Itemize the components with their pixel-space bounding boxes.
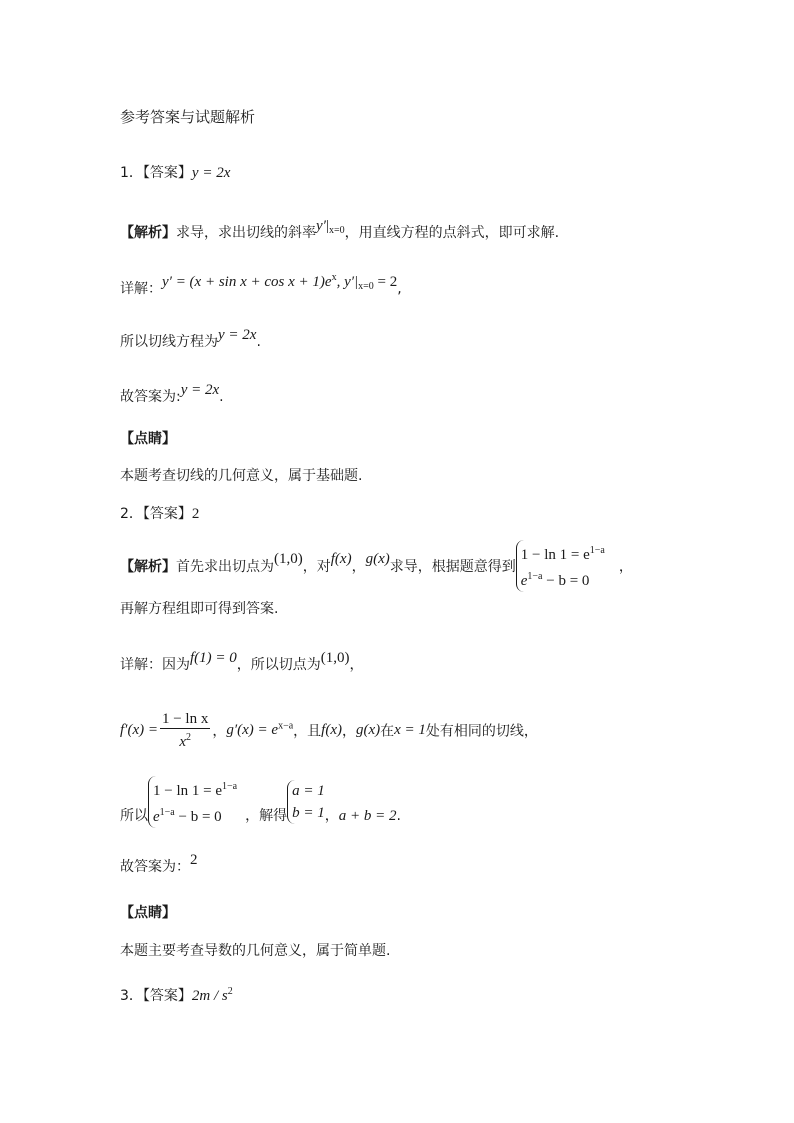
q2-detail-point: (1,0) [320,650,350,666]
q1-analysis-text-a: 求导，求出切线的斜率 [176,225,316,241]
q1-detail-end: , [397,281,402,297]
q2-analysis-tag: 【解析】 [120,559,176,575]
q1-analysis-line: 【解析】求导，求出切线的斜率$y'|_{x=0}$，用直线方程的点斜式，即可求解. [120,218,560,241]
q2-comma: ， [351,559,366,575]
q2-gprime: g′(x) = e [226,722,279,738]
q3-answer: 2m / s [191,988,228,1004]
q2-analysis-text-b: ，对 [302,559,331,575]
q2-sys2-row1: 1 − ln 1 = e [153,783,222,799]
q3-answer-sup: 2 [227,986,233,997]
q1-line3-expr: y = 2x [218,327,257,343]
q2-final-val: 2 [190,852,198,868]
q2-solution-system [287,780,325,824]
q2-answer: 2 [191,506,200,522]
q1-detail-expr: y′ = (x + sin x + cos x + 1)e [162,274,332,290]
q2-final-line [120,852,198,876]
q2-sys2-row1-sup: 1−a [222,781,238,792]
q1-detail-sup: x [331,272,337,283]
q1-answer: y = 2x [191,165,231,181]
q2-sep3: ， [341,723,356,740]
q1-analysis-tag: 【解析】 [120,225,176,241]
q1-line3-end: . [256,334,261,350]
q2-frac-num: 1 − ln x [161,711,209,727]
q2-derivative-line [120,710,538,751]
q2-frac-den: x [179,734,186,750]
q1-tangent-line [120,327,261,351]
q2-analysis-text-c: 求导，根据题意得到 [389,559,516,575]
q2-fprime: f′(x) = [120,722,158,738]
q1-line4-end: . [219,389,224,405]
q2-fraction [160,710,210,751]
q2-sol-row1: a = 1 [292,783,325,799]
q1-detail-sub: x=0 [358,281,374,292]
q2-remark-text: 本题主要考查导数的几何意义，属于简单题. [120,943,391,959]
q2-analysis-line2: 再解方程组即可得到答案. [120,601,279,617]
q1-detail-expr2: , y′| [336,274,359,290]
q2-sys1-row2-sup: 1−a [527,571,543,582]
q2-same-tangent: 处有相同的切线， [425,723,538,740]
q2-gx: g(x) [365,550,390,567]
q2-gprime-sup: x−a [278,720,294,732]
q2-detail-mid: ，所以切点为 [236,657,321,673]
q3-answer-line [120,985,233,1005]
q2-sum: a + b = 2 [338,808,397,824]
q2-fx: f(x) [330,550,352,567]
q2-sys1-row1-sup: 1−a [589,545,605,556]
q1-slope-expr: y′ [316,218,326,234]
q1-remark-tag: 【点睛】 [120,431,176,447]
q2-solve-label: ，解得 [245,808,288,824]
q2-system-line [120,776,401,828]
q2-analysis-line [120,540,633,592]
page-title: 参考答案与试题解析 [120,108,256,126]
q2-analysis-text-a: 首先求出切点为 [176,559,274,575]
q2-detail-end: ， [349,657,364,673]
q2-sys1-row2-rest: − b = 0 [542,573,590,589]
q2-sys1-row2: e [520,573,528,589]
q1-detail-line [120,272,402,299]
q2-point: (1,0) [274,550,303,567]
q2-analysis-end: ， [618,559,633,575]
q2-f1: f(1) = 0 [190,650,237,666]
q2-sys2-row2-rest: − b = 0 [174,809,222,825]
q2-sys2-row2: e [153,809,160,825]
q1-detail-label: 详解： [120,281,162,297]
q1-answer-line [120,162,230,182]
q2-detail-label: 详解：因为 [120,657,190,673]
q2-gx2: g(x) [355,722,381,738]
q2-system-1 [516,540,605,592]
q2-system-2 [148,776,237,828]
q2-fx2: f(x) [321,722,342,738]
q2-at-text: 在 [380,723,395,740]
q2-sum-end: . [396,808,401,824]
q1-line4-expr: y = 2x [180,382,220,398]
q2-sys1-row1: 1 − ln 1 = e [520,547,590,563]
q2-sys2-row2-sup: 1−a [159,807,175,818]
q1-final-line [120,382,224,406]
q1-remark-text: 本题考查切线的几何意义，属于基础题. [120,468,363,484]
q2-sep1: ， [212,723,227,740]
q2-detail-line [120,650,364,674]
q1-line3-text: 所以切线方程为 [120,334,218,350]
q2-frac-den-sup: 2 [186,732,191,743]
q1-detail-expr3: = 2 [373,274,398,290]
q2-sol-row2: b = 1 [292,805,325,821]
q2-x1: x = 1 [394,722,426,738]
q3-number-label: 3．【答案】 [120,988,192,1004]
q2-answer-line [120,503,199,523]
q2-remark-tag: 【点睛】 [120,905,176,921]
q1-line4-text: 故答案为: [120,389,181,405]
q1-number-label: 1．【答案】 [120,165,192,181]
q2-number-label: 2．【答案】 [120,506,192,522]
q2-sep2: ，且 [293,723,322,740]
q2-sep4: ， [324,808,339,824]
q2-final-text: 故答案为： [120,859,190,875]
q1-slope-sub: x=0 [328,225,345,236]
q1-analysis-text-b: ，用直线方程的点斜式，即可求解. [344,225,560,241]
q2-so-label: 所以 [120,808,148,824]
